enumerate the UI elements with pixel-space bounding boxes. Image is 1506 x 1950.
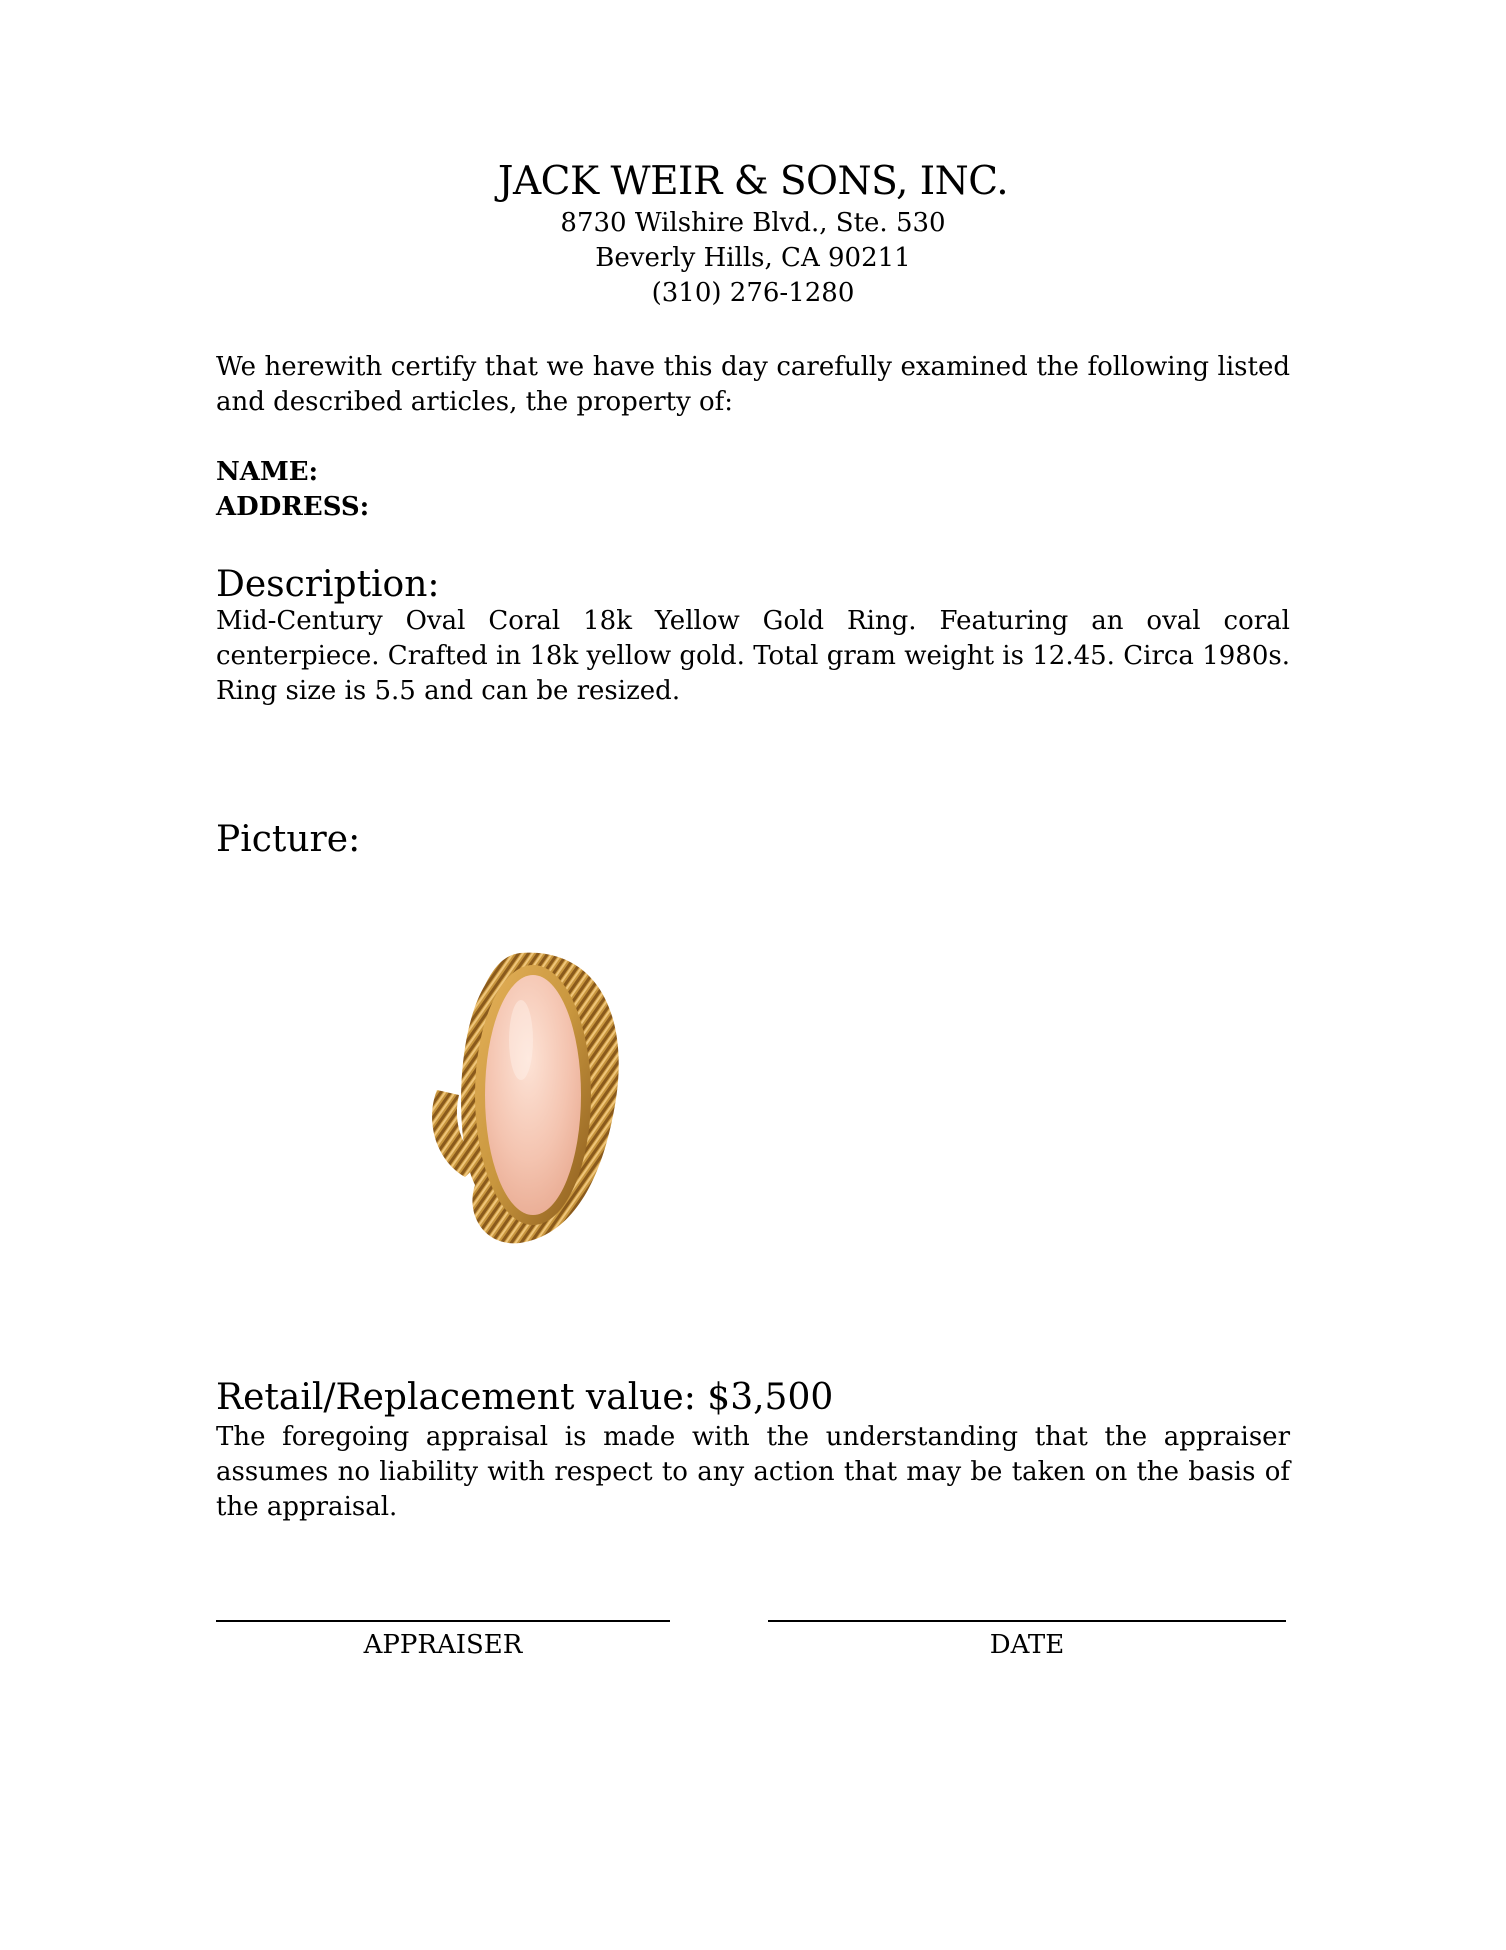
date-label: DATE: [989, 1630, 1065, 1660]
value-heading: Retail/Replacement value: $3,500: [216, 1377, 834, 1418]
name-label: NAME:: [216, 457, 319, 487]
company-name: JACK WEIR & SONS, INC.: [497, 159, 1009, 204]
phone-number: (310) 276-1280: [651, 278, 855, 308]
disclaimer-text: The foregoing appraisal is made with the understanding that the appraiser assumes no liability with respect to any action that may be taken on the basis of the appraisal.: [216, 1422, 1290, 1522]
appraiser-label: APPRAISER: [363, 1630, 523, 1660]
ring-photo: [425, 945, 675, 1255]
description-text: Mid-Century Oval Coral 18k Yellow Gold Ring. Featuring an oval coral centerpiece. Crafted in 18k yellow gold. Total gram weight is 12.45. Circa 1980s. Ring size is 5.5 and can be resized.: [216, 606, 1290, 706]
address-label: ADDRESS:: [216, 492, 370, 522]
address-line-1: 8730 Wilshire Blvd., Ste. 530: [560, 208, 946, 238]
ring-illustration: [425, 945, 675, 1255]
appraiser-signature-line: [216, 1620, 670, 1622]
date-signature-line: [768, 1620, 1286, 1622]
certification-text: We herewith certify that we have this day carefully examined the following listed and described articles, the property of:: [216, 352, 1290, 417]
address-line-2: Beverly Hills, CA 90211: [595, 243, 911, 273]
owner-fields: [216, 455, 1290, 525]
coral-stone: [485, 975, 581, 1215]
picture-heading: Picture:: [216, 819, 361, 860]
letterhead: [0, 158, 1506, 311]
description-heading: Description:: [216, 564, 440, 605]
stone-highlight: [509, 1000, 533, 1080]
